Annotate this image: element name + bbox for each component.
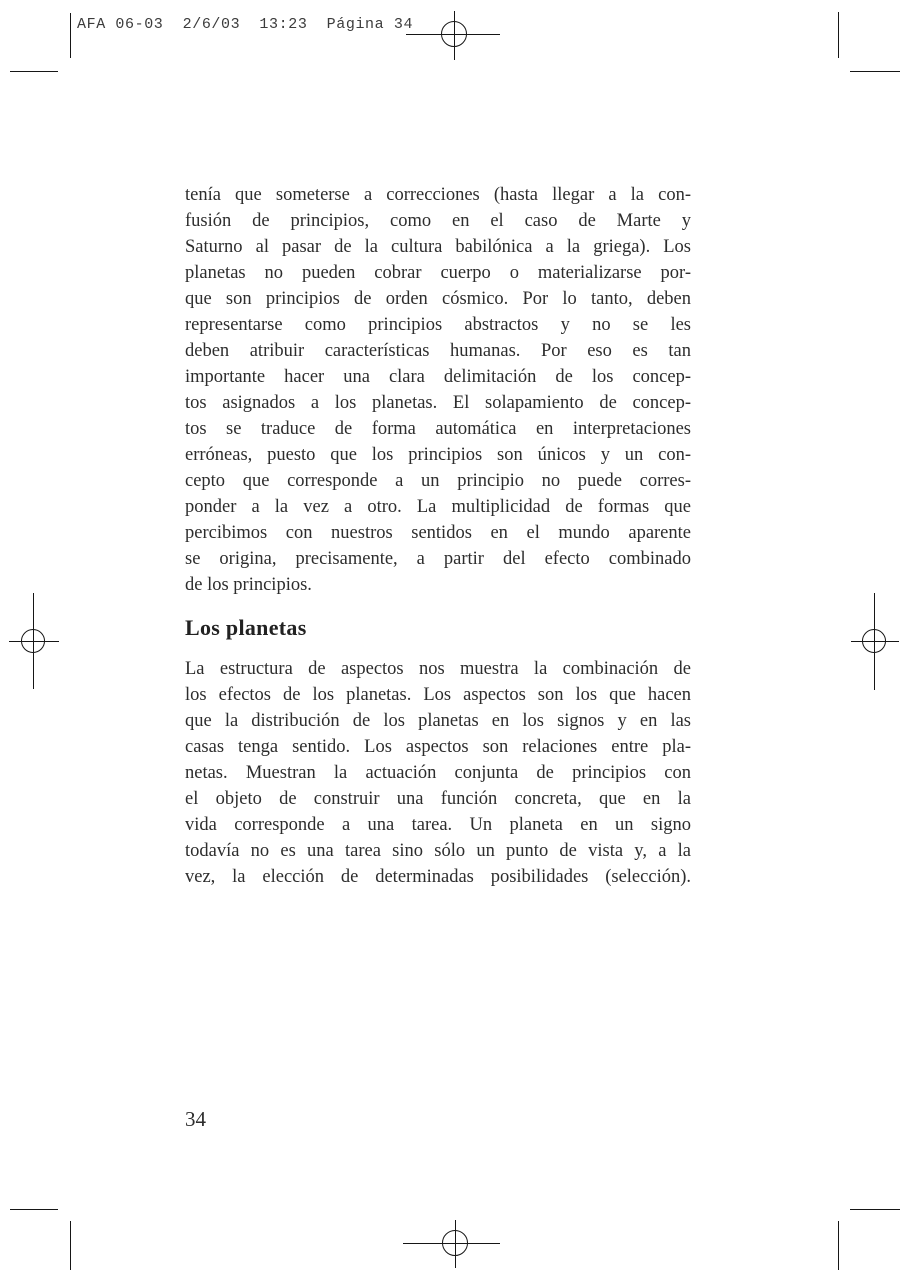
text-line: tenía que someterse a correcciones (hasta llegar a la con- <box>185 185 691 205</box>
text-line: que la distribución de los planetas en los signos y en las <box>185 711 691 731</box>
text-line: casas tenga sentido. Los aspectos son relaciones entre pla- <box>185 737 691 757</box>
printers-slug: AFA 06-03 2/6/03 13:23 Página 34 <box>77 16 414 33</box>
text-line: se origina, precisamente, a partir del efecto combinado <box>185 549 691 569</box>
text-line: fusión de principios, como en el caso de Marte y <box>185 211 691 231</box>
text-line: La estructura de aspectos nos muestra la combinación de <box>185 659 691 679</box>
text-line: planetas no pueden cobrar cuerpo o materializarse por- <box>185 263 691 283</box>
page-number: 34 <box>185 1107 206 1131</box>
text-line: los efectos de los planetas. Los aspectos son los que hacen <box>185 685 691 705</box>
text-line: netas. Muestran la actuación conjunta de principios con <box>185 763 691 783</box>
text-line: todavía no es una tarea sino sólo un punto de vista y, a la <box>185 841 691 861</box>
text-line: vida corresponde a una tarea. Un planeta en un signo <box>185 815 691 835</box>
paragraph-2 <box>185 656 691 890</box>
section-heading: Los planetas <box>185 615 307 640</box>
text-line: tos asignados a los planetas. El solapamiento de concep- <box>185 393 691 413</box>
crop-mark-bottom-left-horizontal <box>10 1209 58 1210</box>
crop-mark-bottom-left-vertical <box>70 1221 71 1270</box>
text-line: erróneas, puesto que los principios son únicos y un con- <box>185 445 691 465</box>
crop-mark-top-left-vertical <box>70 13 71 58</box>
crop-mark-bottom-right-vertical <box>838 1221 839 1270</box>
text-line: el objeto de construir una función concreta, que en la <box>185 789 691 809</box>
crop-mark-bottom-right-horizontal <box>850 1209 900 1210</box>
text-line: percibimos con nuestros sentidos en el mundo aparente <box>185 523 691 543</box>
text-line: cepto que corresponde a un principio no puede corres- <box>185 471 691 491</box>
text-line: que son principios de orden cósmico. Por lo tanto, deben <box>185 289 691 309</box>
crop-mark-top-right-vertical <box>838 12 839 58</box>
crop-mark-top-left-horizontal <box>10 71 58 72</box>
text-line: vez, la elección de determinadas posibilidades (selección). <box>185 867 691 887</box>
text-line: representarse como principios abstractos y no se les <box>185 315 691 335</box>
text-line: tos se traduce de forma automática en interpretaciones <box>185 419 691 439</box>
paragraph-1 <box>185 182 691 598</box>
text-line: deben atribuir características humanas. Por eso es tan <box>185 341 691 361</box>
text-line: de los principios. <box>185 575 312 595</box>
crop-mark-top-right-horizontal <box>850 71 900 72</box>
text-line: ponder a la vez a otro. La multiplicidad de formas que <box>185 497 691 517</box>
text-line: importante hacer una clara delimitación de los concep- <box>185 367 691 387</box>
text-line: Saturno al pasar de la cultura babilónica a la griega). Los <box>185 237 691 257</box>
